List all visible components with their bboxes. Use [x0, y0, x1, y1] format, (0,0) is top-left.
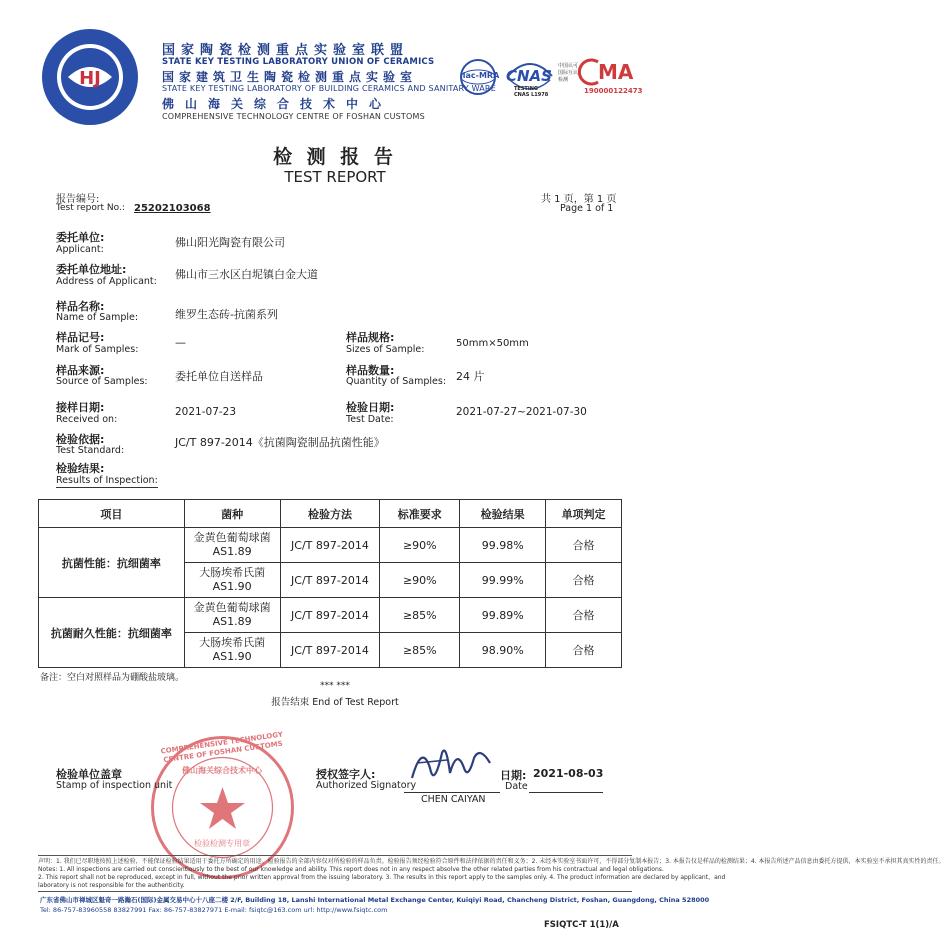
- signature-mark: [402, 738, 497, 798]
- col-header-method: 检验方法: [280, 500, 380, 528]
- cnas-logo: [502, 56, 558, 98]
- size-value: 50mm×50mm: [456, 338, 529, 349]
- quantity-value: 24 片: [456, 370, 485, 383]
- form-code: FSIQTC-T 1(1)/A: [544, 920, 619, 930]
- mark-label-en: Mark of Samples:: [56, 344, 139, 355]
- item-cell: 抗菌耐久性能：抗细菌率: [39, 598, 185, 668]
- quantity-label-en: Quantity of Samples:: [346, 376, 447, 387]
- result-cell: 99.98%: [460, 528, 546, 563]
- method-cell: JC/T 897-2014: [280, 563, 380, 598]
- strain-name: 大肠埃希氏菌: [199, 636, 266, 649]
- verdict-cell: 合格: [546, 633, 622, 668]
- end-of-report: 报告结束 End of Test Report: [271, 697, 399, 708]
- results-label-cn: 检验结果:: [56, 462, 105, 475]
- table-row: [39, 528, 622, 563]
- end-stars: *** ***: [320, 681, 350, 691]
- cma-cn: 中国认可: [558, 63, 579, 69]
- footer-contact: Tel: 86-757-83960558 83827991 Fax: 86-757-83827971 E-mail: fsiqtc@163.com url: http://www.fsiqtc.com: [40, 906, 388, 914]
- received-value: 2021-07-23: [175, 406, 237, 418]
- cma-cn3: 检测: [558, 77, 569, 83]
- strain-code: AS1.90: [212, 650, 252, 663]
- notes-divider: [38, 855, 632, 856]
- size-label-cn: 样品规格:: [346, 331, 395, 344]
- address-value: 佛山市三水区白坭镇白金大道: [175, 268, 318, 281]
- source-label-en: Source of Samples:: [56, 376, 148, 387]
- signatory-name: CHEN CAIYAN: [421, 794, 486, 805]
- sample-name-label-en: Name of Sample:: [56, 312, 139, 323]
- sample-name-value: 维罗生态砖-抗菌系列: [175, 308, 278, 321]
- signatory-label-cn: 授权签字人:: [316, 768, 376, 781]
- table-header-row: [39, 500, 622, 528]
- signatory-label-en: Authorized Signatory: [316, 780, 417, 791]
- col-header-verdict: 单项判定: [546, 500, 622, 528]
- remark: 备注：空白对照样品为硼酸盐玻璃。: [40, 673, 185, 683]
- date-line: [529, 792, 603, 793]
- result-cell: 99.89%: [460, 598, 546, 633]
- results-table: [38, 499, 622, 668]
- col-header-result: 检验结果: [460, 500, 546, 528]
- source-value: 委托单位自送样品: [175, 370, 263, 383]
- date-label-en: Date: [505, 781, 528, 792]
- item-cell: 抗菌性能：抗细菌率: [39, 528, 185, 598]
- verdict-cell: 合格: [546, 563, 622, 598]
- report-no-label-en: Test report No.:: [56, 203, 125, 213]
- received-label-en: Received on:: [56, 414, 118, 425]
- lab3-en: COMPREHENSIVE TECHNOLOGY CENTRE OF FOSHAN CUSTOMS: [162, 112, 425, 121]
- note-line-2: Notes: 1. All inspections are carried out conscientiously to the best of our knowledge and ability. This report does not in any respect absolve the other related parties from his contractual and legal obligations.: [38, 866, 664, 873]
- strain-code: AS1.89: [212, 615, 252, 628]
- cnas-label: CNAS: [506, 67, 552, 85]
- test-date-label-cn: 检验日期:: [346, 401, 395, 414]
- quantity-label-cn: 样品数量:: [346, 364, 395, 377]
- cnas-sub2: CNAS L1978: [514, 92, 549, 98]
- requirement-cell: ≥90%: [380, 563, 460, 598]
- col-header-item: 项目: [39, 500, 185, 528]
- note-line-1: 声明：1. 我们已尽职地按照上述检验，不能保证检验结果适用于委托方所确定的用途。检验报告的全部内容仅对所检验的样品负责。检验报告须经检验符合原件和法律依据的责任和义务；2. 未经本实验室书面许可，不得部分复制本报告；3. 本报告仅是样品的检测结果；4. 本报告所述产品信息由委托方提供，本实验室不承担其真实性的责任。: [38, 858, 945, 865]
- signature-line: [404, 792, 500, 793]
- report-no-label-cn: 报告编号:: [56, 194, 100, 205]
- title-en: TEST REPORT: [284, 168, 386, 186]
- cma-number: 190000122473: [584, 87, 643, 95]
- address-label-cn: 委托单位地址:: [56, 263, 127, 276]
- method-cell: JC/T 897-2014: [280, 633, 380, 668]
- date-value: 2021-08-03: [533, 767, 604, 780]
- note-line-3: 2. This report shall not be reproduced, except in full, without the prior written approval from the issuing laboratory. 3. The results in this report apply to the samples only. 4. The product information are declared by applicant，and: [38, 874, 726, 881]
- applicant-label-en: Applicant:: [56, 244, 104, 255]
- mark-label-cn: 样品记号:: [56, 331, 105, 344]
- lab2-cn: 国家建筑卫生陶瓷检测重点实验室: [162, 70, 418, 84]
- standard-label-en: Test Standard:: [56, 445, 125, 456]
- page-count-cn: 共 1 页，第 1 页: [541, 194, 617, 205]
- requirement-cell: ≥90%: [380, 528, 460, 563]
- note-line-4: laboratory is not responsible for the authenticity.: [38, 882, 185, 889]
- col-header-requirement: 标准要求: [380, 500, 460, 528]
- result-cell: 98.90%: [460, 633, 546, 668]
- date-label-cn: 日期:: [500, 769, 527, 782]
- source-label-cn: 样品来源:: [56, 364, 105, 377]
- cma-logo: [558, 58, 643, 98]
- lab2-en: STATE KEY TESTING LABORATORY OF BUILDING CERAMICS AND SANITARY WARE: [162, 84, 496, 93]
- strain-cell: [184, 528, 280, 563]
- cma-label: MA: [598, 60, 634, 84]
- table-row: [39, 598, 622, 633]
- lab-logo: [40, 27, 140, 127]
- strain-name: 金黄色葡萄球菌: [193, 531, 271, 544]
- title-cn: 检 测 报 告: [273, 146, 397, 168]
- cma-cn2: 国际互认: [558, 70, 579, 76]
- stamp-label-cn: 检验单位盖章: [56, 768, 122, 781]
- verdict-cell: 合格: [546, 528, 622, 563]
- results-label-en: Results of Inspection:: [56, 475, 158, 486]
- stamp-ring-text: COMPREHENSIVE TECHNOLOGY CENTRE OF FOSHAN CUSTOMS: [160, 730, 284, 765]
- applicant-label-cn: 委托单位:: [56, 231, 105, 244]
- standard-label-cn: 检验依据:: [56, 433, 105, 446]
- strain-cell: [184, 633, 280, 668]
- method-cell: JC/T 897-2014: [280, 598, 380, 633]
- sample-name-label-cn: 样品名称:: [56, 300, 105, 313]
- stamp-bottom-text: 检验检测专用章: [194, 839, 250, 848]
- requirement-cell: ≥85%: [380, 633, 460, 668]
- verdict-cell: 合格: [546, 598, 622, 633]
- requirement-cell: ≥85%: [380, 598, 460, 633]
- col-header-strain: 菌种: [184, 500, 280, 528]
- footer-address: 广东省佛山市禅城区魁奇一路瀚石(国际)金属交易中心十八座二楼 2/F, Building 18, Lanshi International Metal Exchange Center, Kuiqiyi Road, Chancheng District, Foshan, Guangdong, China 528000: [40, 896, 710, 904]
- stamp-label-en: Stamp of inspection unit: [56, 780, 173, 791]
- size-label-en: Sizes of Sample:: [346, 344, 425, 355]
- test-date-label-en: Test Date:: [346, 414, 394, 425]
- lab1-cn: 国家陶瓷检测重点实验室联盟: [162, 43, 410, 58]
- strain-code: AS1.90: [212, 580, 252, 593]
- footer-divider: [38, 891, 632, 892]
- mark-value: —: [175, 336, 186, 349]
- applicant-value: 佛山阳光陶瓷有限公司: [175, 236, 285, 249]
- lab3-cn: 佛山海关综合技术中心: [162, 97, 393, 111]
- strain-code: AS1.89: [212, 545, 252, 558]
- page-count-en: Page 1 of 1: [560, 203, 614, 214]
- method-cell: JC/T 897-2014: [280, 528, 380, 563]
- received-label-cn: 接样日期:: [56, 401, 105, 414]
- test-date-value: 2021-07-27~2021-07-30: [456, 406, 587, 418]
- lab1-en: STATE KEY TESTING LABORATORY UNION OF CERAMICS: [162, 57, 435, 67]
- report-no-value: 25202103068: [134, 203, 211, 214]
- strain-name: 金黄色葡萄球菌: [193, 601, 271, 614]
- strain-cell: [184, 563, 280, 598]
- ilac-mra-logo: [458, 59, 498, 95]
- stamp-inner-text: 佛山海关综合技术中心: [182, 766, 262, 775]
- result-cell: 99.99%: [460, 563, 546, 598]
- standard-value: JC/T 897-2014《抗菌陶瓷制品抗菌性能》: [175, 436, 385, 449]
- strain-name: 大肠埃希氏菌: [199, 566, 266, 579]
- strain-cell: [184, 598, 280, 633]
- ilac-label: ilac-MRA: [460, 71, 500, 80]
- logo-center-text: HJ: [79, 68, 101, 89]
- address-label-en: Address of Applicant:: [56, 276, 157, 287]
- cnas-sub1: TESTING: [514, 86, 538, 92]
